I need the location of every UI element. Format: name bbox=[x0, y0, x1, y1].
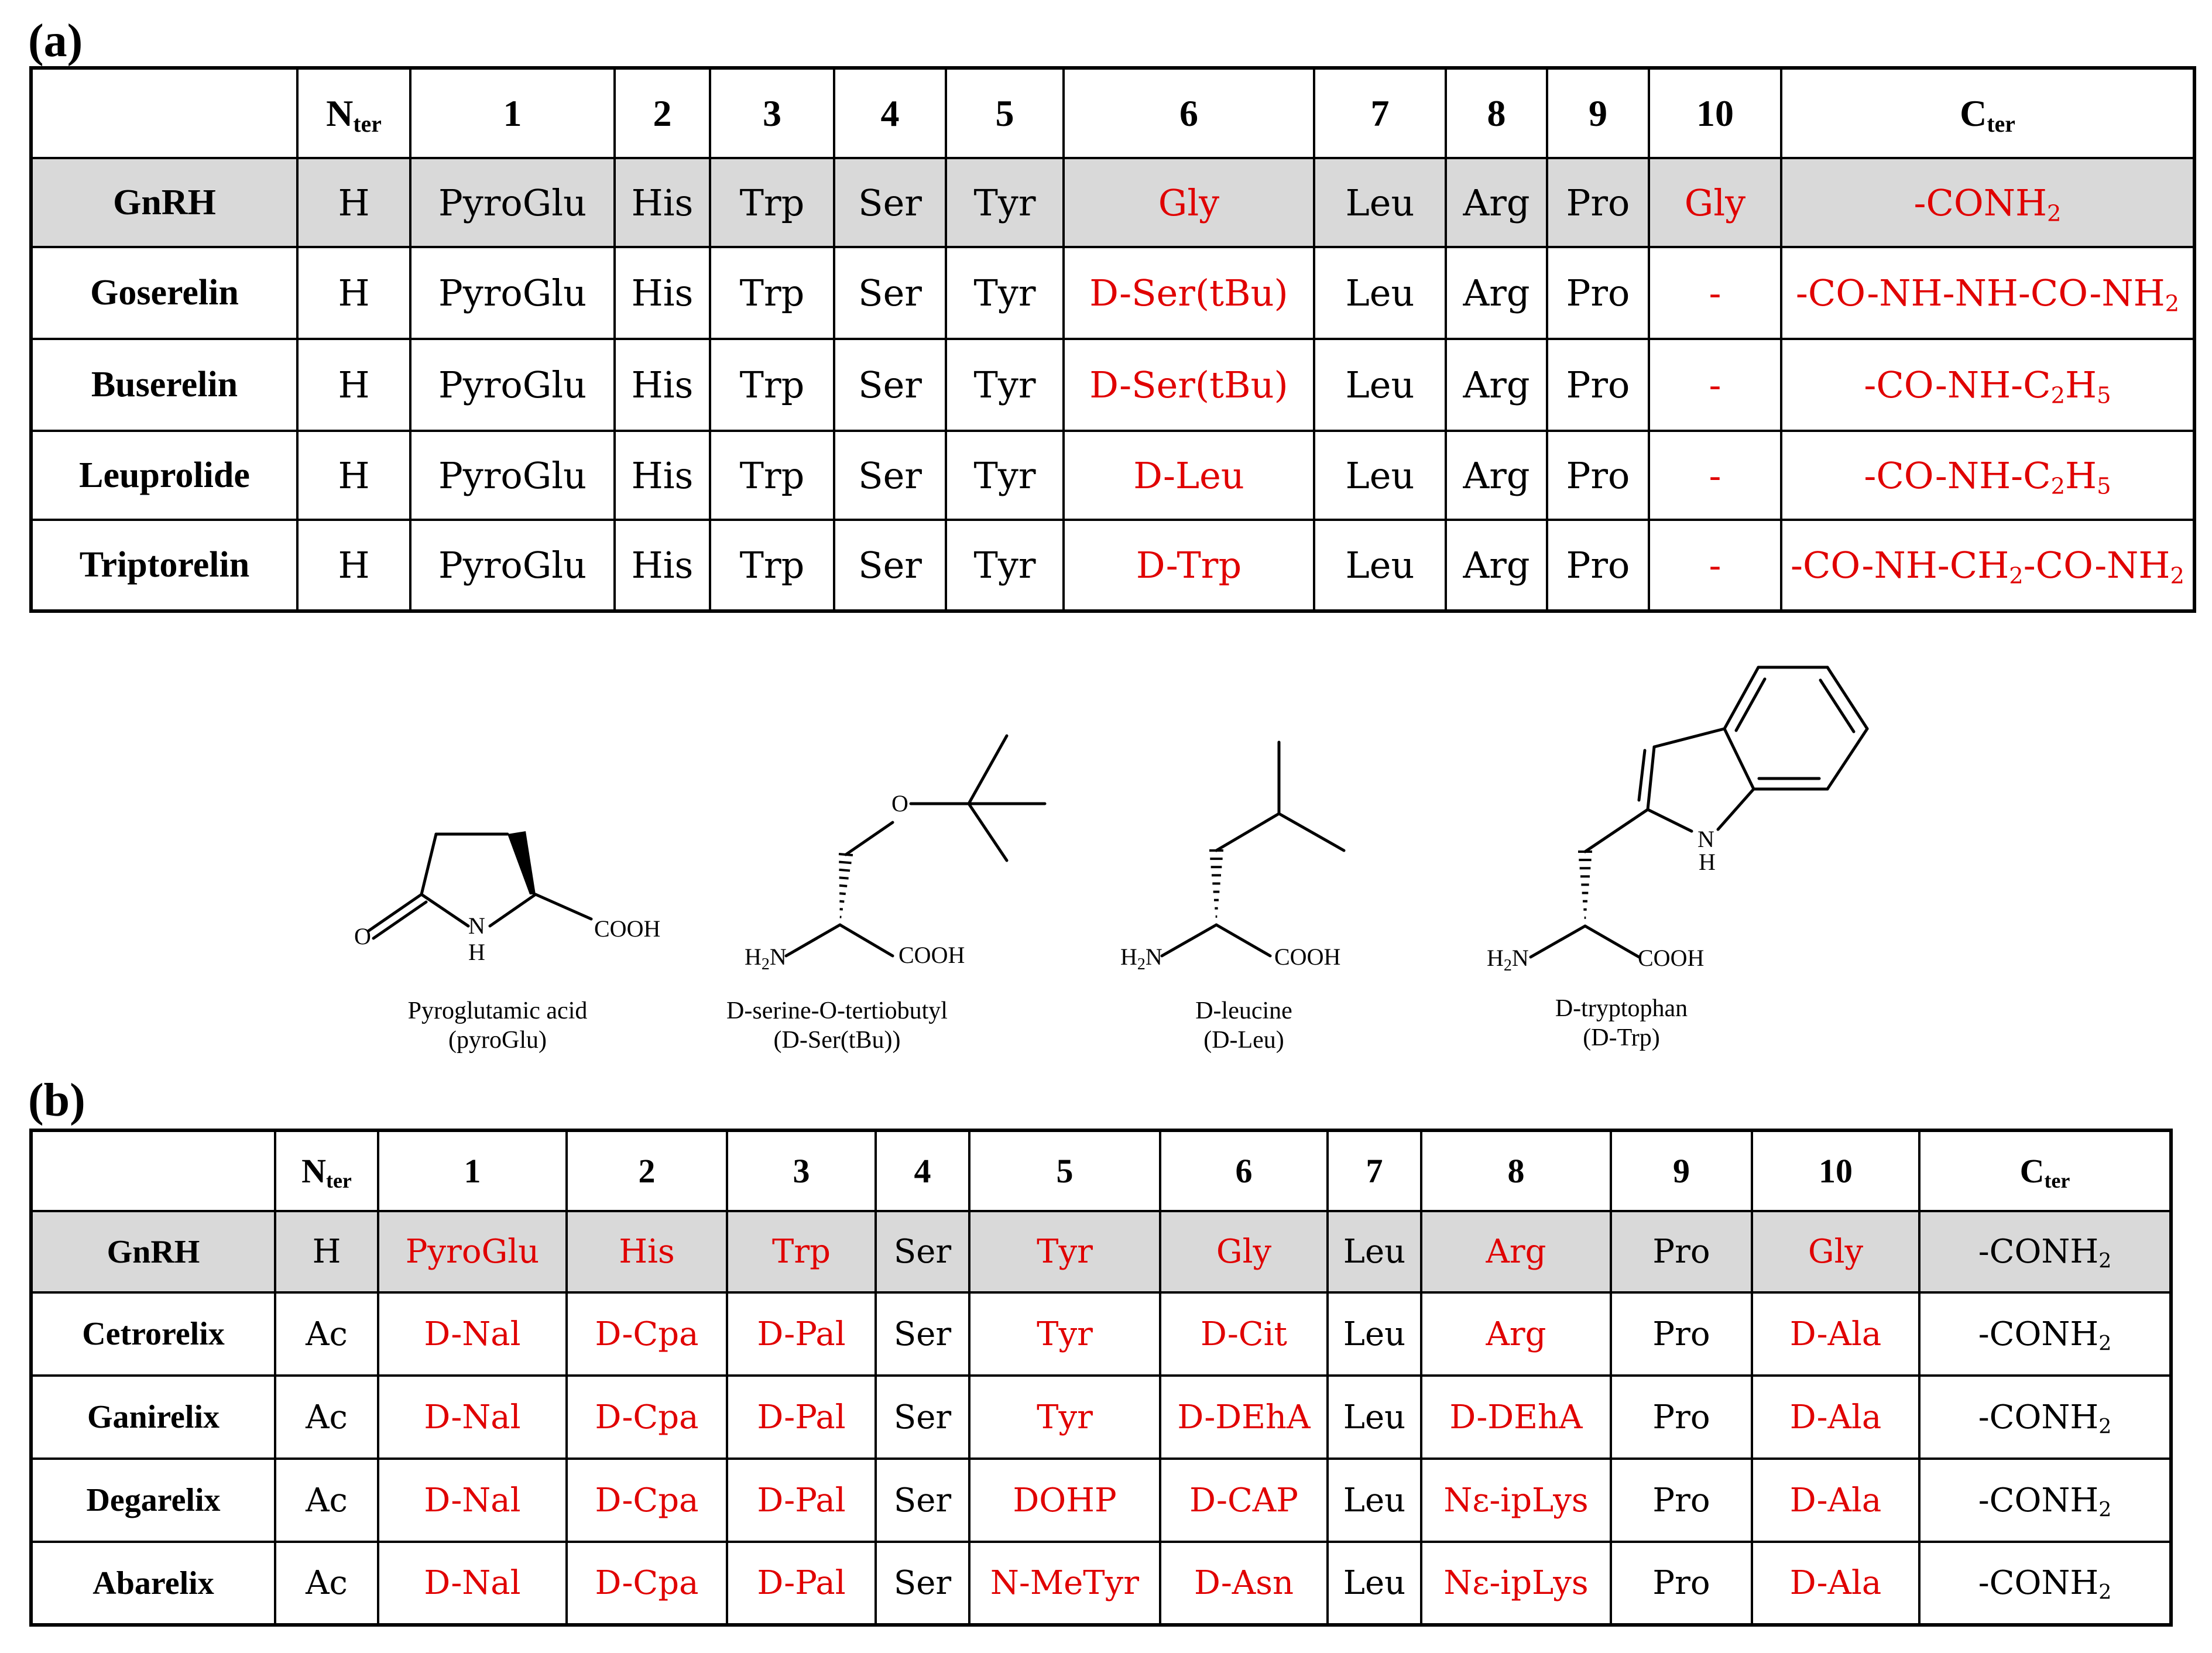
peptide-name: Degarelix bbox=[31, 1459, 275, 1542]
pyroglu-h-label: H bbox=[468, 939, 485, 965]
residue-cell-pos-8: Arg bbox=[1446, 431, 1547, 520]
residue-cell-nter: Ac bbox=[275, 1459, 378, 1542]
dser-h2n-label: $H_2N$ bbox=[745, 944, 787, 973]
dtrp-cooh-label: COOH bbox=[1638, 945, 1705, 971]
residue-cell-pos-7: Leu bbox=[1314, 339, 1446, 431]
peptide-name: Leuprolide bbox=[31, 431, 297, 520]
residue-cell-pos-6: Gly bbox=[1160, 1211, 1328, 1292]
panel-b-header-pos-5: 5 bbox=[969, 1130, 1160, 1211]
residue-cell-pos-9: Pro bbox=[1547, 431, 1649, 520]
table-row bbox=[31, 1292, 2171, 1376]
panel-b-header-cter: $C_{ter}$ bbox=[1919, 1130, 2171, 1211]
residue-cell-pos-5: Tyr bbox=[946, 431, 1064, 520]
dleu-cooh-label: COOH bbox=[1274, 944, 1341, 970]
residue-cell-pos-7: Leu bbox=[1314, 247, 1446, 339]
residue-cell-cter: $-CONH_2$ bbox=[1781, 158, 2194, 247]
table-row bbox=[31, 1376, 2171, 1459]
residue-cell-pos-9: Pro bbox=[1611, 1211, 1752, 1292]
residue-cell-nter: H bbox=[275, 1211, 378, 1292]
residue-cell-pos-10: Gly bbox=[1752, 1211, 1919, 1292]
residue-cell-pos-5: Tyr bbox=[946, 158, 1064, 247]
residue-cell-pos-10: - bbox=[1649, 431, 1781, 520]
dtrp-name: D-tryptophan bbox=[1555, 995, 1688, 1022]
dser-name: D-serine-O-tertiobutyl bbox=[726, 997, 948, 1024]
residue-cell-pos-9: Pro bbox=[1547, 339, 1649, 431]
residue-cell-pos-2: His bbox=[615, 520, 710, 611]
residue-cell-pos-1: D-Nal bbox=[378, 1376, 567, 1459]
residue-cell-pos-6: D-Trp bbox=[1064, 520, 1314, 611]
residue-cell-pos-7: Leu bbox=[1328, 1292, 1421, 1376]
residue-cell-nter: H bbox=[297, 520, 410, 611]
pyroglu-caption bbox=[322, 996, 673, 1055]
residue-cell-pos-9: Pro bbox=[1547, 520, 1649, 611]
residue-cell-pos-4: Ser bbox=[876, 1459, 969, 1542]
dtrp-caption bbox=[1446, 994, 1797, 1052]
residue-cell-pos-6: D-Asn bbox=[1160, 1542, 1328, 1625]
residue-cell-pos-5: Tyr bbox=[969, 1292, 1160, 1376]
table-row bbox=[31, 1459, 2171, 1542]
residue-cell-cter: $-CO-NH-CH_2-CO-NH_2$ bbox=[1781, 520, 2194, 611]
residue-cell-pos-4: Ser bbox=[876, 1542, 969, 1625]
dser-o-label: O bbox=[891, 790, 908, 817]
residue-cell-pos-4: Ser bbox=[834, 158, 946, 247]
residue-cell-pos-9: Pro bbox=[1547, 247, 1649, 339]
peptide-name: Goserelin bbox=[31, 247, 297, 339]
panel-a-header-pos-2: 2 bbox=[615, 68, 710, 158]
panel-a-header-pos-6: 6 bbox=[1064, 68, 1314, 158]
residue-cell-pos-9: Pro bbox=[1611, 1459, 1752, 1542]
residue-cell-pos-1: D-Nal bbox=[378, 1292, 567, 1376]
residue-cell-pos-8: Arg bbox=[1446, 247, 1547, 339]
residue-cell-pos-9: Pro bbox=[1611, 1292, 1752, 1376]
residue-cell-pos-2: D-Cpa bbox=[567, 1459, 727, 1542]
peptide-name: Abarelix bbox=[31, 1542, 275, 1625]
residue-cell-pos-6: D-Leu bbox=[1064, 431, 1314, 520]
residue-cell-pos-6: D-Ser(tBu) bbox=[1064, 247, 1314, 339]
residue-cell-cter: $-CO-NH-NH-CO-NH_2$ bbox=[1781, 247, 2194, 339]
residue-cell-pos-3: D-Pal bbox=[727, 1376, 876, 1459]
residue-cell-pos-8: Arg bbox=[1446, 339, 1547, 431]
residue-cell-pos-3: Trp bbox=[710, 158, 834, 247]
residue-cell-pos-5: DOHP bbox=[969, 1459, 1160, 1542]
residue-cell-cter: $-CONH_2$ bbox=[1919, 1459, 2171, 1542]
residue-cell-pos-10: D-Ala bbox=[1752, 1292, 1919, 1376]
residue-cell-pos-10: D-Ala bbox=[1752, 1376, 1919, 1459]
panel-a-header-pos-7: 7 bbox=[1314, 68, 1446, 158]
residue-cell-pos-7: Leu bbox=[1328, 1542, 1421, 1625]
residue-cell-pos-7: Leu bbox=[1314, 158, 1446, 247]
gnrh-antagonists-table bbox=[29, 1129, 2173, 1627]
panel-b-label: (b) bbox=[28, 1075, 85, 1126]
residue-cell-pos-2: His bbox=[615, 158, 710, 247]
residue-cell-pos-5: N-MeTyr bbox=[969, 1542, 1160, 1625]
residue-cell-pos-1: PyroGlu bbox=[378, 1211, 567, 1292]
residue-cell-nter: H bbox=[297, 339, 410, 431]
residue-cell-pos-10: Gly bbox=[1649, 158, 1781, 247]
residue-cell-pos-8: D-DEhA bbox=[1421, 1376, 1611, 1459]
residue-cell-pos-4: Ser bbox=[876, 1292, 969, 1376]
residue-cell-pos-2: His bbox=[615, 247, 710, 339]
peptide-name: Triptorelin bbox=[31, 520, 297, 611]
residue-cell-pos-1: PyroGlu bbox=[410, 158, 615, 247]
peptide-name: GnRH bbox=[31, 158, 297, 247]
panel-b-header-pos-7: 7 bbox=[1328, 1130, 1421, 1211]
pyroglu-cooh-label: COOH bbox=[594, 915, 661, 942]
panel-a-label: (a) bbox=[28, 15, 83, 67]
residue-cell-pos-10: - bbox=[1649, 247, 1781, 339]
table-row bbox=[31, 1542, 2171, 1625]
panel-a-header-pos-10: 10 bbox=[1649, 68, 1781, 158]
residue-cell-pos-7: Leu bbox=[1314, 431, 1446, 520]
panel-b-header-pos-4: 4 bbox=[876, 1130, 969, 1211]
dtrp-abbr: (D-Trp) bbox=[1583, 1024, 1660, 1051]
residue-cell-pos-3: Trp bbox=[710, 431, 834, 520]
pyroglu-n-label: N bbox=[468, 913, 485, 939]
dser-cooh-label: COOH bbox=[898, 942, 965, 968]
peptide-name: GnRH bbox=[31, 1211, 275, 1292]
panel-b-header-row bbox=[31, 1130, 2171, 1211]
residue-cell-pos-4: Ser bbox=[834, 339, 946, 431]
residue-cell-pos-6: D-DEhA bbox=[1160, 1376, 1328, 1459]
panel-b-header-pos-2: 2 bbox=[567, 1130, 727, 1211]
panel-b-header-pos-3: 3 bbox=[727, 1130, 876, 1211]
peptide-name: Cetrorelix bbox=[31, 1292, 275, 1376]
panel-a-header-nter: $N_{ter}$ bbox=[297, 68, 410, 158]
dtrp-n-label: N bbox=[1697, 826, 1714, 852]
residue-cell-pos-7: Leu bbox=[1328, 1376, 1421, 1459]
residue-cell-nter: Ac bbox=[275, 1376, 378, 1459]
dser-caption bbox=[661, 996, 1013, 1055]
panel-a-header-pos-5: 5 bbox=[946, 68, 1064, 158]
residue-cell-pos-8: Nε-ipLys bbox=[1421, 1459, 1611, 1542]
residue-cell-pos-7: Leu bbox=[1328, 1211, 1421, 1292]
residue-cell-nter: Ac bbox=[275, 1542, 378, 1625]
residue-cell-pos-1: D-Nal bbox=[378, 1459, 567, 1542]
dtrp-structure bbox=[1531, 667, 1867, 957]
panel-a-header-pos-1: 1 bbox=[410, 68, 615, 158]
dtrp-h2n-label: $H_2N$ bbox=[1487, 945, 1529, 975]
residue-cell-pos-2: His bbox=[615, 339, 710, 431]
panel-b-header-pos-9: 9 bbox=[1611, 1130, 1752, 1211]
residue-cell-pos-5: Tyr bbox=[969, 1376, 1160, 1459]
residue-cell-cter: $-CONH_2$ bbox=[1919, 1292, 2171, 1376]
dleu-h2n-label: $H_2N$ bbox=[1120, 944, 1162, 973]
panel-a-header-pos-9: 9 bbox=[1547, 68, 1649, 158]
residue-cell-pos-1: PyroGlu bbox=[410, 431, 615, 520]
residue-cell-pos-1: PyroGlu bbox=[410, 520, 615, 611]
dtrp-h-label: H bbox=[1699, 849, 1716, 875]
residue-cell-pos-2: D-Cpa bbox=[567, 1542, 727, 1625]
residue-cell-pos-7: Leu bbox=[1328, 1459, 1421, 1542]
panel-b-header-pos-10: 10 bbox=[1752, 1130, 1919, 1211]
panel-a-header-pos-8: 8 bbox=[1446, 68, 1547, 158]
residue-cell-pos-4: Ser bbox=[876, 1211, 969, 1292]
residue-cell-pos-4: Ser bbox=[834, 520, 946, 611]
residue-cell-cter: $-CONH_2$ bbox=[1919, 1542, 2171, 1625]
residue-cell-pos-6: D-Ser(tBu) bbox=[1064, 339, 1314, 431]
residue-cell-pos-3: Trp bbox=[727, 1211, 876, 1292]
residue-cell-pos-3: Trp bbox=[710, 520, 834, 611]
residue-cell-pos-2: D-Cpa bbox=[567, 1292, 727, 1376]
panel-b-header-pos-6: 6 bbox=[1160, 1130, 1328, 1211]
residue-cell-cter: $-CONH_2$ bbox=[1919, 1211, 2171, 1292]
residue-cell-pos-5: Tyr bbox=[946, 247, 1064, 339]
residue-cell-nter: H bbox=[297, 247, 410, 339]
residue-cell-pos-6: Gly bbox=[1064, 158, 1314, 247]
residue-cell-pos-9: Pro bbox=[1547, 158, 1649, 247]
residue-cell-pos-10: D-Ala bbox=[1752, 1459, 1919, 1542]
dser-tbu-structure bbox=[786, 736, 1045, 956]
panel-a-header-pos-3: 3 bbox=[710, 68, 834, 158]
residue-cell-pos-9: Pro bbox=[1611, 1542, 1752, 1625]
dleu-name: D-leucine bbox=[1195, 997, 1292, 1024]
residue-cell-pos-3: D-Pal bbox=[727, 1542, 876, 1625]
residue-cell-nter: H bbox=[297, 431, 410, 520]
residue-cell-pos-5: Tyr bbox=[969, 1211, 1160, 1292]
residue-cell-pos-8: Arg bbox=[1421, 1211, 1611, 1292]
residue-cell-pos-1: D-Nal bbox=[378, 1542, 567, 1625]
residue-cell-pos-8: Arg bbox=[1446, 158, 1547, 247]
residue-cell-pos-1: PyroGlu bbox=[410, 247, 615, 339]
peptide-name: Buserelin bbox=[31, 339, 297, 431]
residue-cell-pos-2: D-Cpa bbox=[567, 1376, 727, 1459]
residue-cell-pos-2: His bbox=[615, 431, 710, 520]
residue-cell-pos-7: Leu bbox=[1314, 520, 1446, 611]
dleu-structure bbox=[1162, 742, 1344, 956]
residue-cell-pos-10: D-Ala bbox=[1752, 1542, 1919, 1625]
residue-cell-cter: $-CO-NH-C_2H_5$ bbox=[1781, 431, 2194, 520]
panel-b-header-name bbox=[31, 1130, 275, 1211]
residue-cell-cter: $-CO-NH-C_2H_5$ bbox=[1781, 339, 2194, 431]
residue-cell-pos-1: PyroGlu bbox=[410, 339, 615, 431]
residue-cell-cter: $-CONH_2$ bbox=[1919, 1376, 2171, 1459]
residue-cell-pos-4: Ser bbox=[834, 431, 946, 520]
pyroglu-o-label: O bbox=[354, 923, 371, 949]
residue-cell-pos-5: Tyr bbox=[946, 339, 1064, 431]
residue-cell-pos-10: - bbox=[1649, 339, 1781, 431]
residue-cell-pos-4: Ser bbox=[876, 1376, 969, 1459]
residue-cell-pos-8: Arg bbox=[1446, 520, 1547, 611]
residue-cell-pos-3: Trp bbox=[710, 339, 834, 431]
dleu-abbr: (D-Leu) bbox=[1203, 1027, 1284, 1054]
residue-cell-pos-6: D-Cit bbox=[1160, 1292, 1328, 1376]
residue-cell-pos-3: D-Pal bbox=[727, 1459, 876, 1542]
residue-cell-pos-8: Arg bbox=[1421, 1292, 1611, 1376]
dser-abbr: (D-Ser(tBu)) bbox=[773, 1027, 901, 1054]
residue-cell-nter: H bbox=[297, 158, 410, 247]
pyroglu-name: Pyroglutamic acid bbox=[407, 997, 588, 1024]
peptide-name: Ganirelix bbox=[31, 1376, 275, 1459]
panel-b-header-nter: $N_{ter}$ bbox=[275, 1130, 378, 1211]
panel-a-header-cter: $C_{ter}$ bbox=[1781, 68, 2194, 158]
residue-cell-pos-6: D-CAP bbox=[1160, 1459, 1328, 1542]
residue-cell-pos-9: Pro bbox=[1611, 1376, 1752, 1459]
residue-cell-pos-10: - bbox=[1649, 520, 1781, 611]
residue-cell-pos-3: Trp bbox=[710, 247, 834, 339]
panel-b-header-pos-1: 1 bbox=[378, 1130, 567, 1211]
panel-b-header-pos-8: 8 bbox=[1421, 1130, 1611, 1211]
panel-a-header-pos-4: 4 bbox=[834, 68, 946, 158]
table-row bbox=[31, 1211, 2171, 1292]
residue-cell-pos-5: Tyr bbox=[946, 520, 1064, 611]
dleu-caption bbox=[1068, 996, 1419, 1055]
residue-cell-nter: Ac bbox=[275, 1292, 378, 1376]
residue-cell-pos-4: Ser bbox=[834, 247, 946, 339]
residue-cell-pos-3: D-Pal bbox=[727, 1292, 876, 1376]
residue-cell-pos-8: Nε-ipLys bbox=[1421, 1542, 1611, 1625]
residue-cell-pos-2: His bbox=[567, 1211, 727, 1292]
pyroglu-abbr: (pyroGlu) bbox=[448, 1027, 547, 1054]
